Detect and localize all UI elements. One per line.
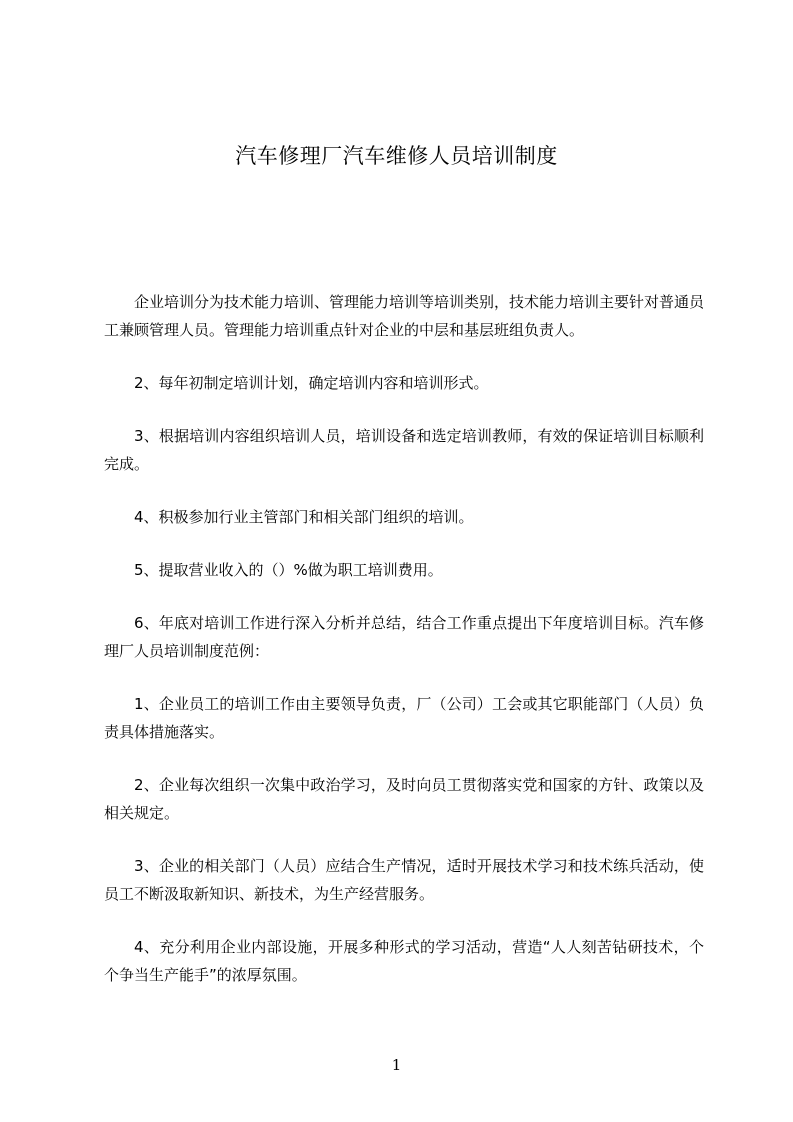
- paragraph-item-5: 5、提取营业收入的（）%做为职工培训费用。: [134, 561, 443, 579]
- page-number: 1: [391, 1056, 402, 1074]
- paragraph-example-4: 4、充分利用企业内部设施，开展多种形式的学习活动，营造“人人刻苦钻研技术，个个争当生产能手”的浓厚氛围。: [104, 938, 704, 984]
- paragraph-intro: 企业培训分为技术能力培训、管理能力培训等培训类别，技术能力培训主要针对普通员工兼顾管理人员。管理能力培训重点针对企业的中层和基层班组负责人。: [104, 293, 705, 339]
- paragraph-item-3: 3、根据培训内容组织培训人员，培训设备和选定培训教师，有效的保证培训目标顺利完成。: [104, 427, 704, 473]
- paragraph-item-2: 2、每年初制定培训计划，确定培训内容和培训形式。: [134, 374, 489, 392]
- paragraph-item-4: 4、积极参加行业主管部门和相关部门组织的培训。: [134, 508, 474, 526]
- paragraph-example-3: 3、企业的相关部门（人员）应结合生产情况，适时开展技术学习和技术练兵活动，使员工不断汲取新知识、新技术，为生产经营服务。: [104, 857, 704, 903]
- document-body: [104, 288, 704, 1014]
- paragraph-example-1: 1、企业员工的培训工作由主要领导负责，厂（公司）工会或其它职能部门（人员）负责具体措施落实。: [104, 695, 704, 741]
- document-title: 汽车修理厂汽车维修人员培训制度: [235, 144, 558, 168]
- paragraph-item-6: 6、年底对培训工作进行深入分析并总结，结合工作重点提出下年度培训目标。汽车修理厂人员培训制度范例：: [104, 614, 704, 660]
- paragraph-example-2: 2、企业每次组织一次集中政治学习，及时向员工贯彻落实党和国家的方针、政策以及相关规定。: [104, 776, 704, 822]
